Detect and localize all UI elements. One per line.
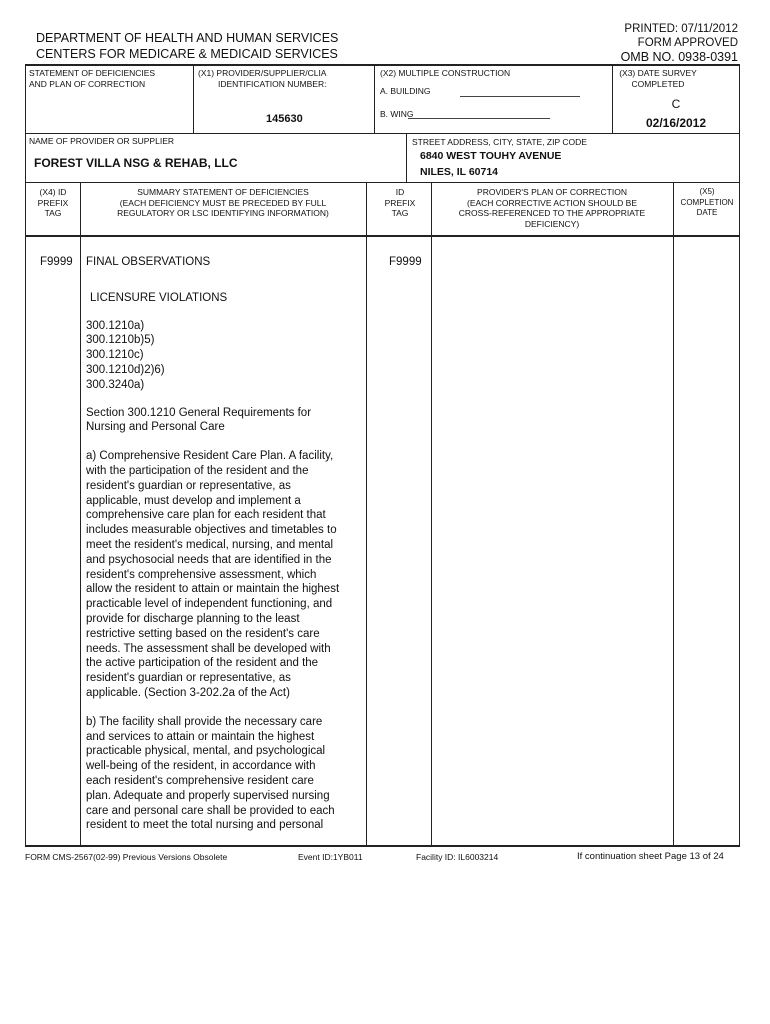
paragraph-line: meet the resident's medical, nursing, and mental	[86, 538, 334, 551]
column-divider	[366, 182, 367, 846]
x2-label: (X2) MULTIPLE CONSTRUCTION	[380, 68, 511, 78]
x4-header	[26, 187, 80, 219]
plan-header-line: (EACH CORRECTIVE ACTION SHOULD BE	[466, 197, 638, 208]
column-divider	[431, 182, 432, 846]
divider	[374, 64, 375, 134]
right-border-body	[739, 236, 740, 846]
top-border	[25, 64, 740, 66]
paragraph-line: and services to attain or maintain the highest	[86, 730, 315, 743]
regulation-codes	[86, 319, 366, 393]
paragraph-line: each resident's comprehensive resident care	[86, 774, 314, 787]
paragraph-line: comprehensive care plan for each resident that	[86, 509, 326, 522]
right-tag: F9999	[389, 256, 422, 268]
divider	[406, 133, 407, 183]
section-title	[86, 406, 366, 436]
form-number: FORM CMS-2567(02-99) Previous Versions Obsolete	[25, 852, 228, 862]
licensure-violations: LICENSURE VIOLATIONS	[90, 291, 228, 304]
paragraph-line: practicable physical, mental, and psychological	[86, 745, 326, 758]
paragraph-line: resident's guardian or representative, as	[86, 672, 291, 685]
printed-date: PRINTED: 07/11/2012	[624, 23, 738, 35]
paragraph-line: includes measurable objectives and timetables to	[86, 524, 337, 537]
left-border-body	[25, 236, 26, 846]
b-wing-blank	[408, 118, 550, 119]
regulation-code: 300.1210a)	[86, 319, 145, 332]
id-header-line: TAG	[391, 208, 409, 218]
x1-label-line: IDENTIFICATION NUMBER:	[218, 78, 327, 89]
summary-header-line: (EACH DEFICIENCY MUST BE PRECEDED BY FULL	[119, 197, 327, 208]
statement-label	[29, 68, 155, 89]
plan-header	[432, 187, 672, 229]
section-line: Section 300.1210 General Requirements for	[86, 406, 312, 419]
agency-name: CENTERS FOR MEDICARE & MEDICAID SERVICES	[36, 47, 338, 61]
x3-label-line: (X3) DATE SURVEY	[619, 68, 697, 78]
facility-id: Facility ID: IL6003214	[416, 852, 499, 862]
paragraph-b	[86, 715, 366, 833]
provider-name-label: NAME OF PROVIDER OR SUPPLIER	[29, 136, 174, 146]
right-border-top	[739, 64, 740, 134]
x5-header-line: COMPLETION	[680, 197, 734, 207]
summary-header-line: SUMMARY STATEMENT OF DEFICIENCIES	[137, 187, 309, 197]
final-observations-heading: FINAL OBSERVATIONS	[86, 256, 211, 268]
paragraph-a	[86, 449, 366, 701]
section-line: Nursing and Personal Care	[86, 421, 225, 434]
x4-header-line: PREFIX	[37, 197, 69, 208]
left-border-row2	[25, 133, 26, 183]
paragraph-line: with the participation of the resident and the	[86, 464, 309, 477]
paragraph-line: practicable level of independent functioning, and	[86, 598, 333, 611]
omb-number: OMB NO. 0938-0391	[620, 50, 738, 64]
a-building-label: A. BUILDING	[380, 86, 431, 96]
paragraph-line: applicable. (Section 3-202.2a of the Act)	[86, 686, 290, 699]
x1-label-line: (X1) PROVIDER/SUPPLIER/CLIA	[198, 68, 327, 78]
paragraph-line: the active participation of the resident and the	[86, 657, 319, 670]
paragraph-line: restrictive setting based on the resident's care	[86, 627, 320, 640]
regulation-code: 300.1210d)2)6)	[86, 363, 165, 376]
x5-header	[674, 187, 740, 219]
row1-bottom	[25, 133, 740, 134]
paragraph-line: resident's guardian or representative, as	[86, 479, 291, 492]
plan-header-line: CROSS-REFERENCED TO THE APPROPRIATE	[458, 208, 646, 218]
provider-name: FOREST VILLA NSG & REHAB, LLC	[34, 156, 238, 170]
department-name: DEPARTMENT OF HEALTH AND HUMAN SERVICES	[36, 31, 339, 45]
street-address: 6840 WEST TOUHY AVENUE	[420, 150, 562, 162]
provider-id-number: 145630	[266, 113, 303, 125]
a-building-blank	[460, 96, 580, 97]
summary-header	[82, 187, 364, 219]
paragraph-line: well-being of the resident, in accordance with	[86, 760, 316, 773]
paragraph-line: allow the resident to attain or maintain the highest	[86, 583, 340, 596]
paragraph-line: and psychosocial needs that are identified in the	[86, 553, 332, 566]
x3-label-line: COMPLETED	[631, 78, 685, 89]
plan-header-line: DEFICIENCY)	[524, 218, 580, 229]
continuation-page: If continuation sheet Page 13 of 24	[577, 851, 724, 862]
paragraph-line: plan. Adequate and properly supervised nursing	[86, 789, 330, 802]
survey-code: C	[671, 97, 681, 111]
paragraph-line: care and personal care shall be provided to each	[86, 804, 335, 817]
id-header-line: PREFIX	[384, 197, 416, 208]
b-wing-label: B. WING	[380, 109, 414, 119]
regulation-code: 300.1210c)	[86, 349, 144, 362]
event-id: Event ID:1YB011	[298, 852, 363, 862]
column-divider	[80, 182, 81, 846]
divider	[193, 64, 194, 134]
regulation-code: 300.1210b)5)	[86, 334, 155, 347]
id-header	[368, 187, 432, 219]
paragraph-line: resident to meet the total nursing and personal	[86, 819, 324, 832]
summary-header-line: REGULATORY OR LSC IDENTIFYING INFORMATION)	[117, 208, 329, 218]
left-tag: F9999	[40, 256, 73, 268]
statement-label-line: AND PLAN OF CORRECTION	[29, 78, 146, 89]
survey-date: 02/16/2012	[645, 116, 707, 130]
id-header-line: ID	[395, 187, 405, 197]
right-border-row2	[739, 133, 740, 183]
x5-header-line: DATE	[696, 208, 718, 217]
paragraph-line: needs. The assessment shall be developed with	[86, 642, 331, 655]
paragraph-line: provide for discharge planning to the least	[86, 612, 300, 625]
deficiency-text	[86, 255, 366, 833]
x4-header-line: (X4) ID	[39, 187, 67, 197]
paragraph-line: applicable, must develop and implement a	[86, 494, 301, 507]
paragraph-line: b) The facility shall provide the necessary care	[86, 715, 323, 728]
paragraph-line: resident's comprehensive assessment, which	[86, 568, 317, 581]
bottom-border	[25, 845, 740, 847]
department-header	[36, 30, 338, 62]
x3-label	[613, 68, 703, 89]
column-divider	[673, 182, 674, 846]
x4-header-line: TAG	[44, 208, 62, 218]
form-info	[621, 22, 738, 64]
regulation-code: 300.3240a)	[86, 378, 145, 391]
column-header-bottom	[25, 235, 740, 237]
statement-label-line: STATEMENT OF DEFICIENCIES	[29, 68, 156, 78]
paragraph-line: a) Comprehensive Resident Care Plan. A facility,	[86, 450, 334, 463]
form-approved: FORM APPROVED	[637, 37, 738, 49]
plan-header-line: PROVIDER'S PLAN OF CORRECTION	[477, 187, 627, 197]
x5-header-line: (X5)	[699, 187, 715, 196]
left-border-top	[25, 64, 26, 134]
row2-bottom	[25, 182, 740, 183]
x1-label	[198, 68, 326, 89]
city-state-zip: NILES, IL 60714	[420, 166, 499, 178]
address-label: STREET ADDRESS, CITY, STATE, ZIP CODE	[412, 137, 587, 147]
